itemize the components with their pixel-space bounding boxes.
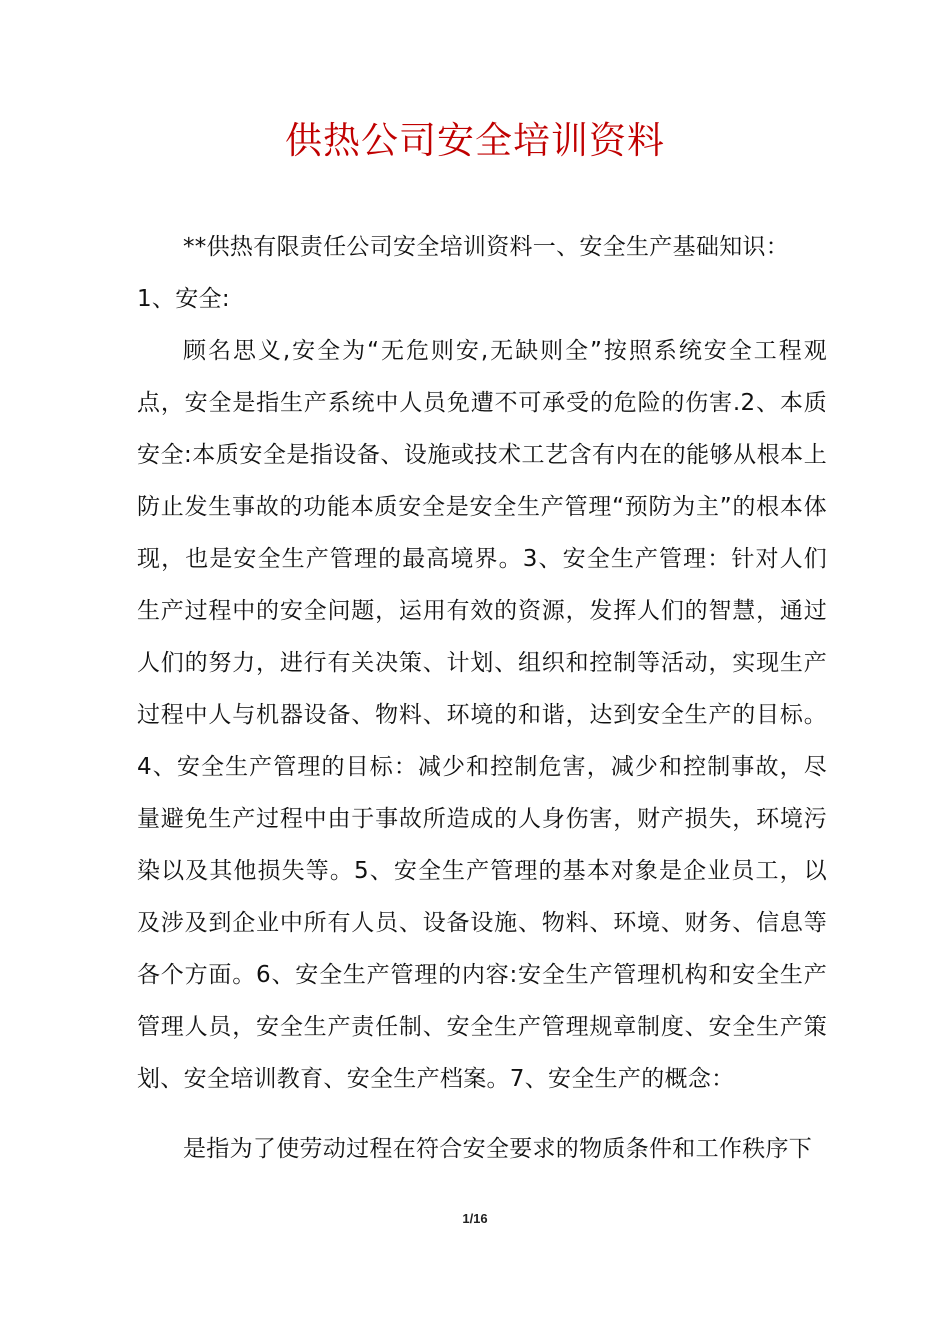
body-paragraph-continued: 是指为了使劳动过程在符合安全要求的物质条件和工作秩序下 (183, 1136, 813, 1162)
intro-paragraph: **供热有限责任公司安全培训资料一、安全生产基础知识： (183, 234, 790, 260)
page-number: 1/16 (462, 1211, 488, 1226)
document-body-continued (137, 1123, 827, 1175)
body-paragraph: 顾名思义,安全为“无危则安,无缺则全”按照系统安全工程观点，安全是指生产系统中人员免遭不可承受的危险的伤害.2、本质安全:本质安全是指设备、设施或技术工艺含有内在的能够从根本上防止发生事故的功能本质安全是安全生产管理“预防为主”的根本体现，也是安全生产管理的最高境界。3、安全生产管理：针对人们生产过程中的安全问题，运用有效的资源，发挥人们的智慧，通过人们的努力，进行有关决策、计划、组织和控制等活动，实现生产过程中人与机器设备、物料、环境的和谐，达到安全生产的目标。4、安全生产管理的目标：减少和控制危害，减少和控制事故，尽量避免生产过程中由于事故所造成的人身伤害，财产损失，环境污染以及其他损失等。5、安全生产管理的基本对象是企业员工，以及涉及到企业中所有人员、设备设施、物料、环境、财务、信息等各个方面。6、安全生产管理的内容:安全生产管理机构和安全生产管理人员，安全生产责任制、安全生产管理规章制度、安全生产策划、安全培训教育、安全生产档案。7、安全生产的概念： (137, 338, 827, 1092)
document-title: 供热公司安全培训资料 (285, 119, 665, 162)
section-heading-safety: 1、安全: (137, 286, 230, 312)
document-body (137, 221, 827, 1105)
